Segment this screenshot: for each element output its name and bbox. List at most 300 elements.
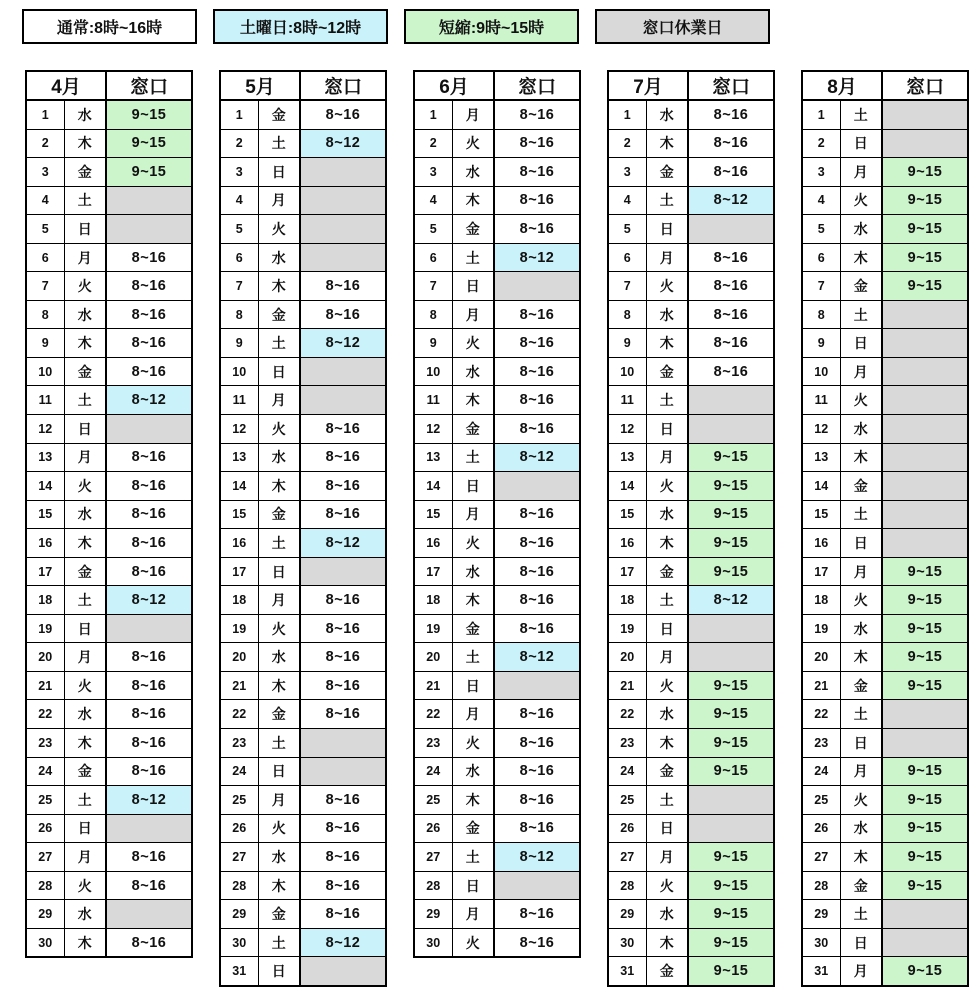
hours-cell [882, 928, 968, 957]
weekday-cell: 日 [840, 529, 882, 558]
month-name: 8月 [802, 71, 882, 100]
hours-cell [106, 814, 192, 843]
day-row [26, 700, 192, 729]
hours-cell: 8~12 [494, 643, 580, 672]
day-row [414, 500, 580, 529]
date-cell: 14 [608, 472, 646, 501]
date-cell: 20 [608, 643, 646, 672]
hours-cell: 9~15 [106, 129, 192, 158]
weekday-cell: 日 [64, 415, 106, 444]
day-row [414, 300, 580, 329]
weekday-cell: 水 [64, 300, 106, 329]
date-cell: 4 [802, 186, 840, 215]
hours-cell: 8~16 [494, 500, 580, 529]
date-cell: 3 [608, 158, 646, 187]
date-cell: 1 [220, 100, 258, 129]
date-cell: 10 [802, 357, 840, 386]
weekday-cell: 木 [64, 729, 106, 758]
hours-cell [494, 272, 580, 301]
month-table-6月 [413, 70, 581, 958]
weekday-cell: 木 [646, 529, 688, 558]
legend-item-normal [22, 9, 197, 44]
date-cell: 11 [802, 386, 840, 415]
hours-cell: 9~15 [688, 557, 774, 586]
date-cell: 7 [26, 272, 64, 301]
day-row [220, 529, 386, 558]
date-cell: 7 [608, 272, 646, 301]
hours-cell: 8~16 [300, 643, 386, 672]
day-row [608, 614, 774, 643]
weekday-cell: 日 [646, 415, 688, 444]
weekday-cell: 水 [840, 814, 882, 843]
weekday-cell: 火 [452, 129, 494, 158]
day-row [608, 643, 774, 672]
date-cell: 3 [802, 158, 840, 187]
date-cell: 1 [414, 100, 452, 129]
weekday-cell: 火 [452, 928, 494, 957]
date-cell: 8 [608, 300, 646, 329]
day-row [802, 129, 968, 158]
hours-cell: 8~16 [688, 158, 774, 187]
hours-cell [300, 957, 386, 986]
hours-cell: 8~16 [688, 100, 774, 129]
weekday-cell: 月 [258, 186, 300, 215]
day-row [220, 786, 386, 815]
hours-cell: 8~16 [106, 443, 192, 472]
weekday-cell: 日 [258, 557, 300, 586]
legend-item-closed [595, 9, 770, 44]
date-cell: 6 [220, 243, 258, 272]
hours-cell: 9~15 [882, 215, 968, 244]
hours-cell: 9~15 [688, 529, 774, 558]
date-cell: 30 [608, 928, 646, 957]
day-row [414, 443, 580, 472]
hours-cell: 8~16 [494, 900, 580, 929]
hours-cell [882, 729, 968, 758]
hours-cell: 8~16 [106, 757, 192, 786]
date-cell: 26 [414, 814, 452, 843]
day-row [220, 757, 386, 786]
day-row [802, 215, 968, 244]
hours-cell: 8~16 [300, 614, 386, 643]
weekday-cell: 火 [646, 871, 688, 900]
hours-cell: 8~12 [688, 586, 774, 615]
weekday-cell: 水 [452, 158, 494, 187]
date-cell: 12 [414, 415, 452, 444]
day-row [26, 843, 192, 872]
day-row [414, 129, 580, 158]
hours-cell: 9~15 [882, 614, 968, 643]
legend-label-saturday: 土曜日:8時~12時 [239, 20, 362, 37]
hours-cell: 8~12 [106, 786, 192, 815]
weekday-cell: 水 [646, 100, 688, 129]
weekday-cell: 水 [452, 357, 494, 386]
hours-cell: 8~16 [106, 329, 192, 358]
weekday-cell: 金 [258, 100, 300, 129]
weekday-cell: 土 [452, 643, 494, 672]
day-row [414, 472, 580, 501]
hours-cell: 8~12 [494, 843, 580, 872]
date-cell: 16 [608, 529, 646, 558]
date-cell: 22 [608, 700, 646, 729]
date-cell: 7 [220, 272, 258, 301]
weekday-cell: 水 [64, 700, 106, 729]
date-cell: 11 [26, 386, 64, 415]
date-cell: 16 [802, 529, 840, 558]
month-header-row [608, 71, 774, 100]
weekday-cell: 土 [258, 129, 300, 158]
weekday-cell: 土 [646, 586, 688, 615]
date-cell: 14 [802, 472, 840, 501]
hours-cell: 9~15 [688, 443, 774, 472]
weekday-cell: 月 [452, 300, 494, 329]
date-cell: 25 [414, 786, 452, 815]
window-header: 窓口 [300, 71, 386, 100]
day-row [802, 671, 968, 700]
hours-cell: 9~15 [882, 643, 968, 672]
weekday-cell: 木 [646, 329, 688, 358]
hours-cell: 8~16 [106, 643, 192, 672]
hours-cell: 8~16 [300, 586, 386, 615]
day-row [220, 614, 386, 643]
date-cell: 28 [608, 871, 646, 900]
day-row [26, 443, 192, 472]
day-row [802, 729, 968, 758]
date-cell: 5 [802, 215, 840, 244]
hours-cell: 8~16 [106, 928, 192, 957]
weekday-cell: 土 [64, 786, 106, 815]
day-row [220, 500, 386, 529]
weekday-cell: 月 [452, 100, 494, 129]
weekday-cell: 土 [452, 443, 494, 472]
weekday-cell: 月 [64, 843, 106, 872]
day-row [220, 100, 386, 129]
window-header: 窓口 [106, 71, 192, 100]
day-row [608, 443, 774, 472]
date-cell: 7 [802, 272, 840, 301]
date-cell: 12 [608, 415, 646, 444]
date-cell: 9 [608, 329, 646, 358]
date-cell: 19 [26, 614, 64, 643]
hours-cell: 8~16 [300, 272, 386, 301]
weekday-cell: 土 [840, 100, 882, 129]
day-row [608, 557, 774, 586]
date-cell: 21 [802, 671, 840, 700]
hours-cell: 8~16 [106, 700, 192, 729]
month-table-4月 [25, 70, 193, 958]
day-row [26, 671, 192, 700]
hours-cell [300, 215, 386, 244]
day-row [414, 100, 580, 129]
day-row [220, 329, 386, 358]
weekday-cell: 土 [258, 329, 300, 358]
date-cell: 10 [608, 357, 646, 386]
hours-cell: 8~16 [300, 671, 386, 700]
hours-cell: 8~16 [106, 529, 192, 558]
legend [22, 9, 770, 44]
date-cell: 26 [802, 814, 840, 843]
month-header-row [220, 71, 386, 100]
hours-cell: 9~15 [688, 843, 774, 872]
day-row [802, 500, 968, 529]
date-cell: 23 [802, 729, 840, 758]
day-row [802, 586, 968, 615]
day-row [608, 757, 774, 786]
hours-cell: 8~16 [300, 700, 386, 729]
hours-cell [882, 900, 968, 929]
hours-cell [688, 814, 774, 843]
date-cell: 28 [414, 871, 452, 900]
hours-cell [688, 215, 774, 244]
weekday-cell: 日 [258, 957, 300, 986]
date-cell: 23 [220, 729, 258, 758]
date-cell: 15 [26, 500, 64, 529]
window-header: 窓口 [688, 71, 774, 100]
weekday-cell: 日 [258, 357, 300, 386]
hours-cell [882, 100, 968, 129]
hours-cell: 9~15 [106, 158, 192, 187]
hours-cell: 9~15 [882, 843, 968, 872]
date-cell: 31 [608, 957, 646, 986]
weekday-cell: 日 [452, 671, 494, 700]
weekday-cell: 火 [452, 329, 494, 358]
date-cell: 8 [26, 300, 64, 329]
weekday-cell: 水 [840, 415, 882, 444]
day-row [26, 614, 192, 643]
hours-cell [300, 557, 386, 586]
hours-cell: 8~16 [300, 100, 386, 129]
hours-cell [688, 786, 774, 815]
date-cell: 27 [802, 843, 840, 872]
legend-label-closed: 窓口休業日 [642, 20, 723, 37]
day-row [220, 186, 386, 215]
date-cell: 22 [414, 700, 452, 729]
weekday-cell: 火 [840, 386, 882, 415]
date-cell: 28 [220, 871, 258, 900]
hours-cell: 8~16 [494, 529, 580, 558]
date-cell: 8 [802, 300, 840, 329]
date-cell: 29 [608, 900, 646, 929]
weekday-cell: 土 [840, 300, 882, 329]
day-row [220, 871, 386, 900]
hours-cell: 8~16 [300, 871, 386, 900]
day-row [608, 186, 774, 215]
day-row [26, 643, 192, 672]
weekday-cell: 水 [64, 500, 106, 529]
date-cell: 2 [608, 129, 646, 158]
day-row [220, 557, 386, 586]
date-cell: 28 [26, 871, 64, 900]
date-cell: 12 [26, 415, 64, 444]
weekday-cell: 火 [840, 786, 882, 815]
hours-cell: 8~16 [300, 300, 386, 329]
day-row [220, 215, 386, 244]
day-row [26, 272, 192, 301]
day-row [220, 386, 386, 415]
day-row [608, 329, 774, 358]
date-cell: 6 [26, 243, 64, 272]
weekday-cell: 水 [64, 100, 106, 129]
day-row [26, 386, 192, 415]
date-cell: 29 [220, 900, 258, 929]
month-header-row [26, 71, 192, 100]
day-row [220, 129, 386, 158]
weekday-cell: 月 [258, 386, 300, 415]
hours-cell: 8~16 [494, 700, 580, 729]
weekday-cell: 月 [452, 900, 494, 929]
weekday-cell: 日 [646, 614, 688, 643]
hours-cell: 8~16 [688, 129, 774, 158]
hours-cell [688, 415, 774, 444]
hours-cell: 9~15 [882, 272, 968, 301]
day-row [414, 643, 580, 672]
day-row [26, 357, 192, 386]
calendar-tables [25, 70, 969, 987]
hours-cell [300, 757, 386, 786]
day-row [220, 814, 386, 843]
day-row [414, 158, 580, 187]
date-cell: 30 [220, 928, 258, 957]
hours-cell: 8~16 [106, 243, 192, 272]
weekday-cell: 火 [258, 415, 300, 444]
date-cell: 31 [802, 957, 840, 986]
date-cell: 14 [414, 472, 452, 501]
day-row [414, 557, 580, 586]
hours-cell: 9~15 [688, 957, 774, 986]
hours-cell: 9~15 [882, 871, 968, 900]
day-row [802, 928, 968, 957]
day-row [802, 186, 968, 215]
hours-cell: 9~15 [688, 757, 774, 786]
day-row [802, 158, 968, 187]
hours-cell [688, 386, 774, 415]
hours-cell [882, 300, 968, 329]
weekday-cell: 月 [646, 443, 688, 472]
hours-cell: 8~16 [688, 272, 774, 301]
hours-cell: 8~12 [300, 329, 386, 358]
hours-cell: 9~15 [882, 243, 968, 272]
date-cell: 4 [608, 186, 646, 215]
hours-cell: 8~16 [494, 300, 580, 329]
weekday-cell: 月 [258, 786, 300, 815]
day-row [26, 557, 192, 586]
date-cell: 20 [220, 643, 258, 672]
hours-cell: 8~12 [300, 928, 386, 957]
date-cell: 16 [26, 529, 64, 558]
month-table-5月 [219, 70, 387, 987]
weekday-cell: 土 [64, 186, 106, 215]
weekday-cell: 金 [646, 357, 688, 386]
day-row [220, 729, 386, 758]
day-row [608, 300, 774, 329]
weekday-cell: 日 [64, 614, 106, 643]
weekday-cell: 金 [258, 900, 300, 929]
hours-cell: 8~16 [688, 357, 774, 386]
hours-cell: 8~16 [494, 129, 580, 158]
weekday-cell: 水 [840, 614, 882, 643]
weekday-cell: 金 [452, 215, 494, 244]
day-row [802, 557, 968, 586]
hours-cell [882, 500, 968, 529]
weekday-cell: 日 [840, 129, 882, 158]
date-cell: 3 [414, 158, 452, 187]
date-cell: 24 [802, 757, 840, 786]
day-row [802, 386, 968, 415]
weekday-cell: 火 [64, 272, 106, 301]
day-row [802, 757, 968, 786]
weekday-cell: 土 [840, 500, 882, 529]
day-row [26, 529, 192, 558]
weekday-cell: 日 [840, 729, 882, 758]
weekday-cell: 火 [258, 614, 300, 643]
day-row [802, 643, 968, 672]
weekday-cell: 水 [258, 843, 300, 872]
hours-cell: 8~16 [494, 215, 580, 244]
day-row [608, 586, 774, 615]
day-row [608, 500, 774, 529]
weekday-cell: 水 [840, 215, 882, 244]
hours-cell: 8~16 [106, 871, 192, 900]
day-row [220, 243, 386, 272]
weekday-cell: 火 [646, 472, 688, 501]
day-row [220, 843, 386, 872]
date-cell: 9 [414, 329, 452, 358]
day-row [608, 957, 774, 986]
date-cell: 24 [414, 757, 452, 786]
date-cell: 15 [220, 500, 258, 529]
hours-cell [882, 129, 968, 158]
date-cell: 20 [26, 643, 64, 672]
hours-cell: 8~12 [106, 586, 192, 615]
weekday-cell: 金 [452, 814, 494, 843]
date-cell: 26 [608, 814, 646, 843]
weekday-cell: 金 [840, 272, 882, 301]
day-row [220, 300, 386, 329]
day-row [414, 329, 580, 358]
day-row [414, 215, 580, 244]
window-header: 窓口 [882, 71, 968, 100]
weekday-cell: 日 [64, 215, 106, 244]
date-cell: 5 [220, 215, 258, 244]
date-cell: 22 [26, 700, 64, 729]
day-row [414, 586, 580, 615]
hours-cell [882, 415, 968, 444]
hours-cell [106, 186, 192, 215]
day-row [608, 386, 774, 415]
date-cell: 17 [608, 557, 646, 586]
weekday-cell: 金 [840, 671, 882, 700]
date-cell: 6 [414, 243, 452, 272]
day-row [608, 129, 774, 158]
weekday-cell: 木 [646, 928, 688, 957]
hours-cell: 8~12 [300, 129, 386, 158]
weekday-cell: 火 [840, 186, 882, 215]
weekday-cell: 火 [64, 871, 106, 900]
date-cell: 19 [220, 614, 258, 643]
weekday-cell: 土 [840, 900, 882, 929]
day-row [802, 100, 968, 129]
day-row [26, 215, 192, 244]
month-name: 4月 [26, 71, 106, 100]
weekday-cell: 日 [258, 158, 300, 187]
date-cell: 17 [26, 557, 64, 586]
hours-cell: 9~15 [688, 928, 774, 957]
date-cell: 1 [608, 100, 646, 129]
day-row [802, 814, 968, 843]
day-row [26, 415, 192, 444]
hours-cell: 9~15 [688, 900, 774, 929]
hours-cell: 9~15 [882, 158, 968, 187]
